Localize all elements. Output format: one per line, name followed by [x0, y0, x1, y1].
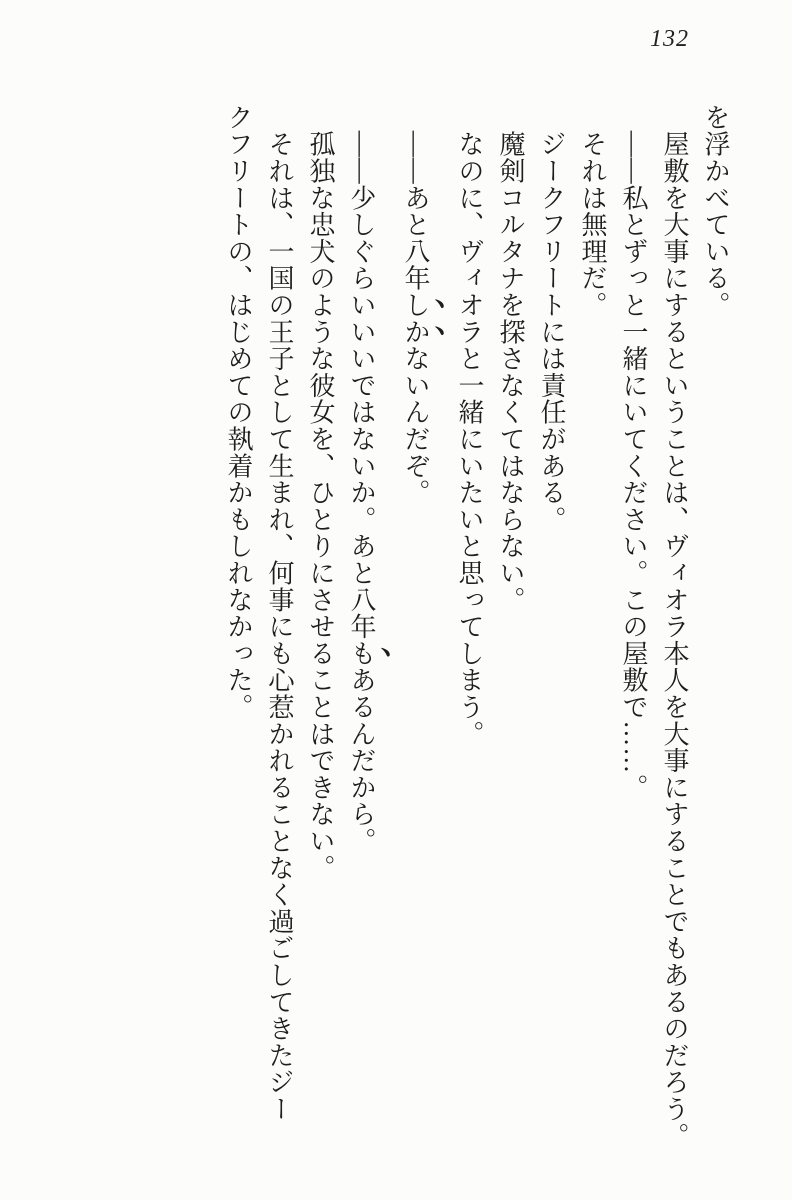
text-segment: あるんだから。 — [347, 666, 376, 855]
text-line-dialogue — [341, 104, 395, 1159]
text-line — [695, 104, 736, 1159]
text-segment: 屋敷を大事にするということは、ヴィオラ本人を大事にすることでもあるのだろう。 — [660, 104, 689, 1150]
vertical-text-block — [224, 104, 736, 1159]
text-segment: それは無理だ。 — [578, 104, 607, 319]
text-segment: ――あと八年 — [401, 104, 430, 292]
text-segment: クフリートの、はじめての執着かもしれなかった。 — [224, 104, 253, 721]
text-line — [300, 104, 341, 1159]
text-segment: ――少しぐらいいいではないか。あと八年 — [347, 104, 376, 640]
page-number: 132 — [650, 26, 689, 52]
text-segment: 孤独な忠犬のような彼女を、ひとりにさせることはできない。 — [306, 104, 335, 882]
text-segment: それは、一国の王子として生まれ、何事にも心惹かれることなく過ごしてきたジー — [265, 104, 294, 1123]
text-line — [218, 104, 259, 1159]
text-line — [490, 104, 531, 1159]
text-segment: ジークフリートには責任がある。 — [537, 104, 566, 533]
text-line — [654, 104, 695, 1159]
text-line — [259, 104, 300, 1159]
text-line — [531, 104, 572, 1159]
emphasized-text-segment: しか — [401, 291, 430, 346]
text-line-dialogue — [395, 104, 449, 1159]
text-line — [572, 104, 613, 1159]
text-line-dialogue — [613, 104, 654, 1159]
text-segment: ないんだぞ。 — [401, 345, 430, 507]
text-segment: 魔剣コルタナを探さなくてはならない。 — [496, 104, 525, 614]
emphasized-text-segment: も — [347, 640, 376, 667]
text-line — [449, 104, 490, 1159]
text-segment: なのに、ヴィオラと一緒にいたいと思ってしまう。 — [455, 104, 484, 748]
text-segment: を浮かべている。 — [701, 104, 730, 319]
text-segment: ――私とずっと一緒にいてください。この屋敷で……。 — [619, 104, 648, 801]
